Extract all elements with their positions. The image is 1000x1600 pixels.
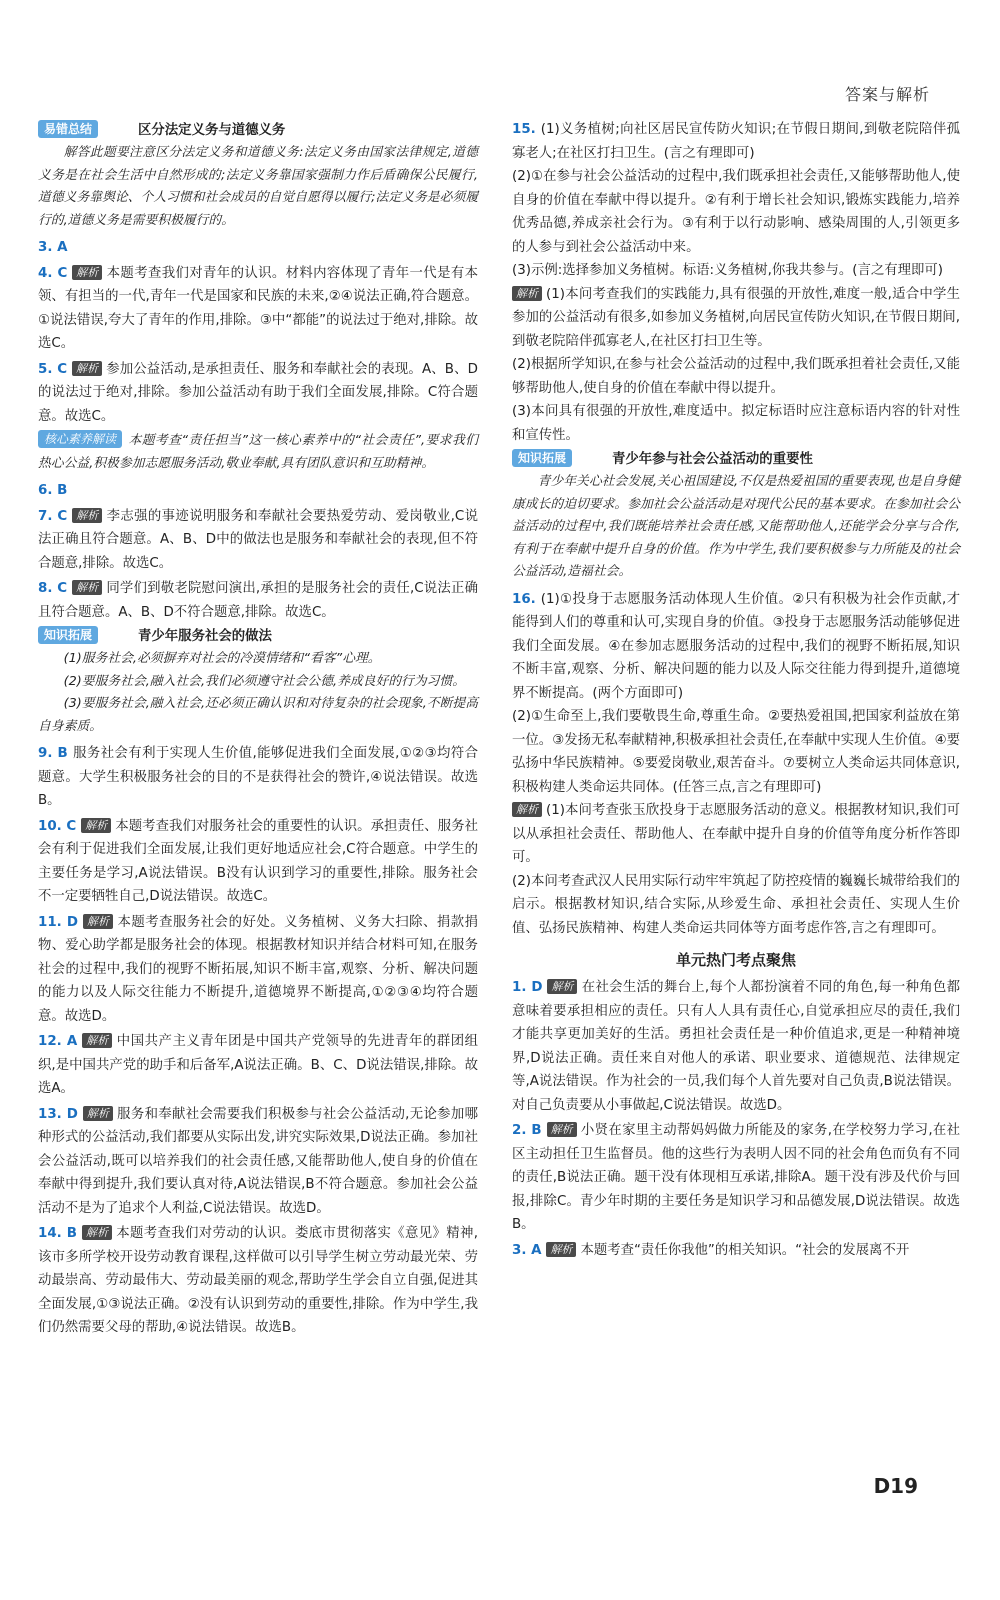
knowledge-expand-badge: 知识拓展 xyxy=(512,449,572,467)
section-title: 单元热门考点聚焦 xyxy=(675,951,796,969)
answer-text: 小贤在家里主动帮妈妈做力所能及的家务,在学校努力学习,在社区主动担任卫生监督员。他的这些行为表明人因不同的社会角色而负有不同的责任,B说法正确。题干没有体现相互承诺,排除A。题干没有涉及代价与回报,排除C。青少年时期的主要任务是知识学习和品德发展,D说法错误。故选B。 xyxy=(512,1123,961,1232)
answer-number: 16. xyxy=(512,591,536,607)
unit-answer-1 xyxy=(512,976,960,1117)
analysis-text: (2)本问考查武汉人民用实际行动牢牢筑起了防控疫情的巍巍长城带给我们的启示。根据教材知识,结合实际,从珍爱生命、承担社会责任、实现人生价值、弘扬民族精神、构建人类命运共同体等方面考虑作答,言之有理即可。 xyxy=(512,873,960,936)
answer-7 xyxy=(38,505,478,576)
answer-text: (3)示例:选择参加义务植树。标语:义务植树,你我共参与。(言之有理即可) xyxy=(512,263,944,278)
knowledge-expand-badge: 知识拓展 xyxy=(38,626,98,644)
unit-answer-3 xyxy=(512,1239,960,1263)
answer-number: 5. C xyxy=(38,361,68,377)
answer-text: (1)①投身于志愿服务活动体现人生价值。②只有积极为社会作贡献,才能得到人们的尊重和认可,实现自身的价值。③投身于志愿服务活动能够促进我们全面发展。④在参加志愿服务活动的过程中,我们的视野不断拓展,知识不断丰富,观察、分析、解决问题的能力以及人际交往能力得到提升,道德境界不断提高。(两个方面即可) xyxy=(512,591,960,701)
mistake-summary-badge: 易错总结 xyxy=(38,120,98,138)
answer-text: 本题考查我们对劳动的认识。娄底市贯彻落实《意见》精神,该市多所学校开设劳动教育课程,这样做可以引导学生树立劳动最光荣、劳动最崇高、劳动最伟大、劳动最美丽的观念,帮助学生学会自立自强,促进其全面发展,①③说法正确。②没有认识到劳动的重要性,排除。作为中学生,我们仍然需要父母的帮助,④说法错误。故选B。 xyxy=(38,1226,478,1335)
answer-6 xyxy=(38,479,478,503)
analysis-tag: 解析 xyxy=(547,1122,577,1137)
knowledge-expand-box-2 xyxy=(512,449,960,584)
answer-text: (1)义务植树;向社区居民宣传防火知识;在节假日期间,到敬老院陪伴孤寡老人;在社区打扫卫生。(言之有理即可) xyxy=(512,122,960,161)
answer-text: 同学们到敬老院慰问演出,承担的是服务社会的责任,C说法正确且符合题意。A、B、D不符合题意,排除。故选C。 xyxy=(38,581,478,620)
analysis-tag: 解析 xyxy=(546,1242,576,1257)
answer-3 xyxy=(38,236,478,260)
analysis-tag: 解析 xyxy=(72,580,102,595)
box-line: (3)要服务社会,融入社会,还必须正确认识和对待复杂的社会现象,不断提高自身素质。 xyxy=(38,696,478,734)
page-number: D19 xyxy=(873,1474,918,1498)
answer-number: 3. A xyxy=(512,1242,542,1258)
answer-number: 2. B xyxy=(512,1123,542,1138)
analysis-tag: 解析 xyxy=(83,914,113,929)
answer-number: 9. B xyxy=(38,746,68,761)
box-body: 青少年关心社会发展,关心祖国建设,不仅是热爱祖国的重要表现,也是自身健康成长的迫切要求。参加社会公益活动是对现代公民的基本要求。在参加社会公益活动的过程中,我们既能培养社会责任感,又能帮助他人,还能学会分享与合作,有利于在奉献中提升自身的价值。作为中学生,我们要积极参与力所能及的社会公益活动,造福社会。 xyxy=(512,474,960,579)
answer-number: 11. D xyxy=(38,914,78,930)
answer-number: 3. A xyxy=(38,240,68,255)
answer-text: 在社会生活的舞台上,每个人都扮演着不同的角色,每一种角色都意味着要承担相应的责任。只有人人具有责任心,自觉承担应尽的责任,我们才能共享更加美好的生活。勇担社会责任是一种价值追求,更是一种精神境界,D说法正确。责任来自对他人的承诺、职业要求、道德规范、法律规定等,A说法错误。作为社会的一员,我们每个人首先要对自己负责,B说法错误。对自己负责要从小事做起,C说法错误。故选D。 xyxy=(512,980,961,1113)
left-column xyxy=(38,118,478,1342)
answer-14 xyxy=(38,1222,478,1340)
analysis-tag: 解析 xyxy=(512,802,542,817)
answer-11 xyxy=(38,911,478,1029)
answer-text: (2)①生命至上,我们要敬畏生命,尊重生命。②要热爱祖国,把国家利益放在第一位。③发扬无私奉献精神,积极承担社会责任,在奉献中实现人生价值。④要弘扬中华民族精神。⑤要爱岗敬业,艰苦奋斗。⑦要树立人类命运共同体意识,积极构建人类命运共同体。(任答三点,言之有理即可) xyxy=(512,709,960,795)
answer-number: 7. C xyxy=(38,508,68,524)
answer-text: (2)①在参与社会公益活动的过程中,我们既承担社会责任,又能够帮助他人,使自身的价值在奉献中得以提升。②有利于增长社会知识,锻炼实践能力,培养优秀品德,养成亲社会行为。③有利于以行动影响、感染周围的人,引领更多的人参与到社会公益活动中来。 xyxy=(512,169,960,255)
answer-5 xyxy=(38,358,478,429)
answer-number: 8. C xyxy=(38,581,68,596)
answer-number: 10. C xyxy=(38,818,77,834)
analysis-tag: 解析 xyxy=(547,979,577,994)
answer-text: 服务社会有利于实现人生价值,能够促进我们全面发展,①②③均符合题意。大学生积极服务社会的目的不是获得社会的赞许,④说法错误。故选B。 xyxy=(38,746,478,808)
answer-number: 6. B xyxy=(38,483,68,498)
answer-9 xyxy=(38,742,478,813)
analysis-text: (1)本问考查张玉欣投身于志愿服务活动的意义。根据教材知识,我们可以从承担社会责任、帮助他人、在奉献中提升自身的价值等角度分析作答即可。 xyxy=(512,803,960,865)
answer-16 xyxy=(512,588,960,941)
answer-number: 1. D xyxy=(512,980,543,995)
analysis-tag: 解析 xyxy=(72,265,102,280)
answer-number: 15. xyxy=(512,122,536,137)
box-line: (1)服务社会,必须摒弃对社会的冷漠情绪和“看客”心理。 xyxy=(63,651,381,666)
right-column xyxy=(512,118,960,1264)
analysis-tag: 解析 xyxy=(82,1033,112,1048)
analysis-text: (3)本问具有很强的开放性,难度适中。拟定标语时应注意标语内容的针对性和宣传性。 xyxy=(512,404,960,443)
answer-number: 13. D xyxy=(38,1106,78,1122)
page-header: 答案与解析 xyxy=(844,85,930,104)
answer-text: 本题考查我们对青年的认识。材料内容体现了青年一代是有本领、有担当的一代,青年一代是国家和民族的未来,②④说法正确,符合题意。①说法错误,夸大了青年的作用,排除。③中“都能”的说法过于绝对,排除。故选C。 xyxy=(38,265,478,351)
answer-4 xyxy=(38,262,478,356)
answer-10 xyxy=(38,815,478,909)
box-title: 青少年服务社会的做法 xyxy=(138,629,272,644)
box-line: (2)要服务社会,融入社会,我们必须遵守社会公德,养成良好的行为习惯。 xyxy=(63,673,466,689)
answer-13 xyxy=(38,1103,478,1221)
answer-8 xyxy=(38,577,478,624)
answer-text: 参加公益活动,是承担责任、服务和奉献社会的表现。A、B、D的说法过于绝对,排除。参加公益活动有助于我们全面发展,排除。C符合题意。故选C。 xyxy=(38,361,478,424)
analysis-tag: 解析 xyxy=(72,361,102,376)
answer-15 xyxy=(512,118,960,447)
box-body: 解答此题要注意区分法定义务和道德义务:法定义务由国家法律规定,道德义务是在社会生活中自然形成的;法定义务靠国家强制力作后盾确保公民履行,道德义务靠舆论、个人习惯和社会成员的自觉自愿得以履行;法定义务是必须履行的,道德义务是需要积极履行的。 xyxy=(38,145,478,228)
box-title: 青少年参与社会公益活动的重要性 xyxy=(612,452,813,467)
answer-text: 本题考查“责任你我他”的相关知识。“社会的发展离不开 xyxy=(580,1242,910,1258)
analysis-tag: 解析 xyxy=(81,818,111,833)
unit-answer-2 xyxy=(512,1119,960,1237)
analysis-text: (1)本问考查我们的实践能力,具有很强的开放性,难度一般,适合中学生参加的公益活动有很多,如参加义务植树,向居民宣传防火知识,在节假日期间,到敬老院陪伴孤寡老人,在社区打扫卫生等。 xyxy=(512,286,960,349)
mistake-summary-box xyxy=(38,120,478,232)
answer-number: 12. A xyxy=(38,1034,78,1049)
analysis-tag: 解析 xyxy=(83,1106,113,1121)
box-title: 区分法定义务与道德义务 xyxy=(138,123,286,138)
answer-text: 服务和奉献社会需要我们积极参与社会公益活动,无论参加哪种形式的公益活动,我们都要从实际出发,讲究实际效果,D说法正确。参加社会公益活动,既可以培养我们的社会责任感,又能帮助他人,使自身的价值在奉献中得到提升,我们要认真对待,A说法错误,B不符合题意。参加社会公益活动不是为了追求个人利益,C说法错误。故选D。 xyxy=(38,1106,478,1216)
answer-number: 4. C xyxy=(38,265,68,281)
core-literacy-box xyxy=(38,430,478,475)
answer-text: 李志强的事迹说明服务和奉献社会要热爱劳动、爱岗敬业,C说法正确且符合题意。A、B、D中的做法也是服务和奉献社会的表现,但不符合题意,排除。故选C。 xyxy=(38,508,478,571)
analysis-tag: 解析 xyxy=(72,508,102,523)
analysis-tag: 解析 xyxy=(82,1225,112,1240)
knowledge-expand-box xyxy=(38,626,478,738)
core-literacy-badge: 核心素养解读 xyxy=(38,430,122,448)
answer-text: 中国共产主义青年团是中国共产党领导的先进青年的群团组织,是中国共产党的助手和后备军,A说法正确。B、C、D说法错误,排除。故选A。 xyxy=(38,1034,479,1096)
box-body: 本题考查“责任担当”这一核心素养中的“社会责任”,要求我们热心公益,积极参加志愿服务活动,敬业奉献,具有团队意识和互助精神。 xyxy=(38,433,478,471)
answer-number: 14. B xyxy=(38,1226,77,1241)
analysis-tag: 解析 xyxy=(512,286,542,301)
answer-text: 本题考查服务社会的好处。义务植树、义务大扫除、捐款捐物、爱心助学都是服务社会的体现。根据教材知识并结合材料可知,在服务社会的过程中,我们的视野不断拓展,知识不断丰富,观察、分析、解决问题的能力以及人际交往能力不断提升,道德境界不断提高,①②③④均符合题意。故选D。 xyxy=(38,914,479,1024)
analysis-text: (2)根据所学知识,在参与社会公益活动的过程中,我们既承担着社会责任,又能够帮助他人,使自身的价值在奉献中得以提升。 xyxy=(512,357,960,396)
answer-12 xyxy=(38,1030,478,1101)
answer-text: 本题考查我们对服务社会的重要性的认识。承担责任、服务社会有利于促进我们全面发展,让我们更好地适应社会,C符合题意。中学生的主要任务是学习,A说法错误。B没有认识到学习的重要性,排除。服务社会不一定要牺牲自己,D说法错误。故选C。 xyxy=(38,818,479,904)
